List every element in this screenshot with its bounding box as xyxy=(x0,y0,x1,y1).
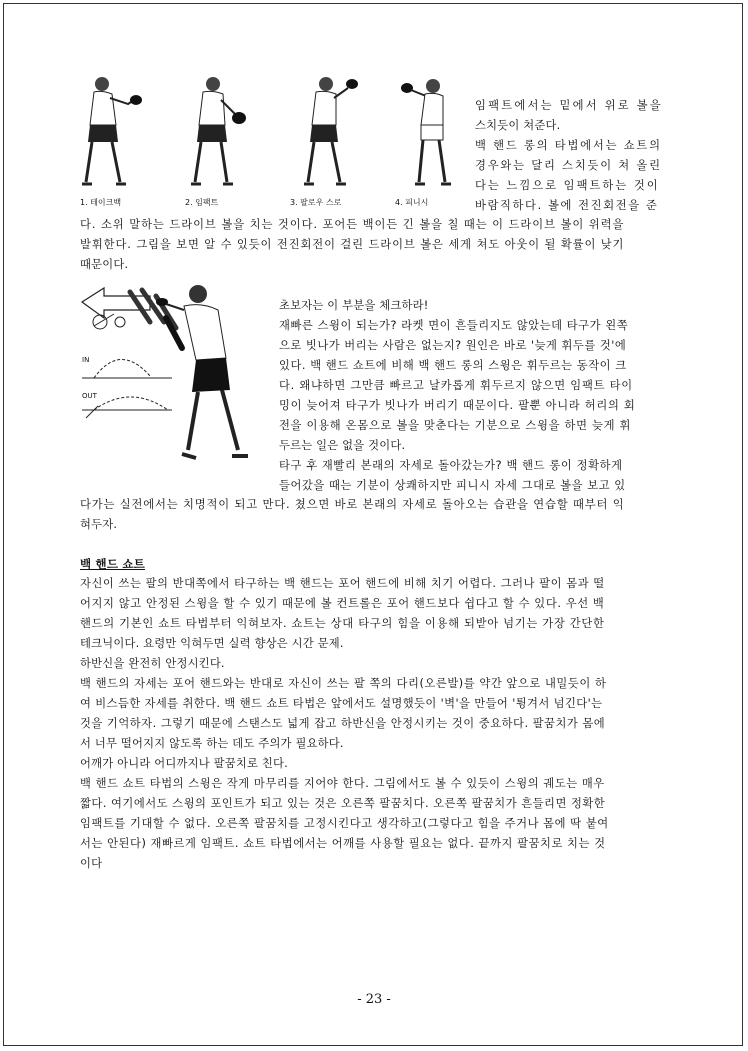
text-line: 다가는 실전에서는 치명적이 되고 만다. 쳤으면 바로 본래의 자세로 돌아오는 습관을 연습할 때부터 익 xyxy=(80,498,625,511)
figure-impact xyxy=(185,70,275,210)
player-finish-illustration xyxy=(395,70,485,195)
text-line: 발휘한다. 그림을 보면 알 수 있듯이 전진회전이 걸린 드라이브 볼은 세게 쳐도 아웃이 될 확률이 낮기 xyxy=(80,238,625,251)
text-line: 바람직하다. 볼에 전진회전을 준 xyxy=(475,199,659,212)
in-label: IN xyxy=(82,356,90,364)
text-line: 짧다. 여기에서도 스윙의 포인트가 되고 있는 것은 오른쪽 팔꿈치다. 오른쪽 팔꿈치가 흔들리면 정확한 xyxy=(80,797,606,810)
figure-caption: 3. 팔로우 스로 xyxy=(290,198,342,207)
text-line: 경우와는 달리 스치듯이 쳐 올린 xyxy=(475,159,662,172)
figure-caption: 4. 피니시 xyxy=(395,198,429,207)
figure-follow-through xyxy=(290,70,380,210)
figure-caption: 2. 임팩트 xyxy=(185,198,219,207)
text-line: 밍이 늦어져 타구가 빗나가 버리기 때문이다. 팔뿐 아니라 허리의 회 xyxy=(279,399,636,412)
out-label: OUT xyxy=(82,392,97,400)
text-line: 어지지 않고 안정된 스윙을 할 수 있기 때문에 볼 컨트롤은 포어 핸드보다 쉽다고 할 수 있다. 우선 백 xyxy=(80,597,605,610)
text-line: 여 비스듬한 자세를 취한다. 백 핸드 쇼트 타법은 앞에서도 설명했듯이 '벽'을 만들어 '튕겨서 넘긴다'는 xyxy=(80,697,603,710)
page-number: - 23 - xyxy=(357,992,391,1007)
player-impact-illustration xyxy=(185,70,275,195)
subheading-line: 어깨가 아니라 어디까지나 팔꿈치로 친다. xyxy=(80,757,288,770)
text-line: 백 핸드의 자세는 포어 핸드와는 반대로 자신이 쓰는 팔 쪽의 다리(오른발)를 약간 앞으로 내밀듯이 하 xyxy=(80,677,607,690)
backhand-long-figure-sequence xyxy=(80,70,470,210)
text-line: 서는 안된다) 재빠르게 임팩트. 쇼트 타법에서는 어깨를 사용할 필요는 없다. 끝까지 팔꿈치로 치는 것 xyxy=(80,837,606,850)
text-line: 서 너무 떨어지지 않도록 하는 데도 주의가 필요하다. xyxy=(80,737,344,750)
text-line: 다는 느낌으로 임팩트하는 것이 xyxy=(475,179,660,192)
text-line: 있다. 백 핸드 쇼트에 비해 백 핸드 롱의 스윙은 휘두르는 동작이 크 xyxy=(279,359,627,372)
text-line: 자신이 쓰는 팔의 반대쪽에서 타구하는 백 핸드는 포어 핸드에 비해 치기 어렵다. 그러나 팔이 몸과 떨 xyxy=(80,577,605,590)
text-line: 때문이다. xyxy=(80,258,129,271)
text-line: 핸드의 기본인 쇼트 타법부터 익혀보자. 쇼트는 상대 타구의 힘을 이용해 되받아 넘기는 가장 간단한 xyxy=(80,617,605,630)
text-line: 다. 왜냐하면 그만큼 빠르고 날카롭게 휘두르지 않으면 임팩트 타이 xyxy=(279,379,633,392)
text-line: 전을 이용해 온몸으로 볼을 맞춘다는 기분으로 스윙을 하면 늦게 휘 xyxy=(279,419,632,432)
text-line: 테크닉이다. 요령만 익혀두면 실력 향상은 시간 문제. xyxy=(80,637,344,650)
text-line: 으로 빗나가 버리는 사람은 없는지? 원인은 바로 '늦게 휘두를 것'에 xyxy=(279,339,627,352)
figure-finish xyxy=(395,70,485,210)
player-take-back-illustration xyxy=(80,70,170,195)
text-line: 타구 후 재빨리 본래의 자세로 돌아갔는가? 백 핸드 롱이 정확하게 xyxy=(279,459,623,472)
text-line: 두르는 일은 없을 것이다. xyxy=(279,439,406,452)
player-follow-through-illustration xyxy=(290,70,380,195)
text-line: 백 핸드 롱의 타법에서는 쇼트의 xyxy=(475,139,662,152)
text-line: 혀두자. xyxy=(80,518,118,531)
figure-take-back xyxy=(80,70,170,210)
text-line: 백 핸드 쇼트 타법의 스윙은 작게 마무리를 지어야 한다. 그림에서도 볼 수 있듯이 스윙의 궤도는 매우 xyxy=(80,777,605,790)
text-line: 임팩트를 기대할 수 없다. 오른쪽 팔꿈치를 고정시킨다고 생각하고(그렇다고 힘을 주거나 몸에 딱 붙여 xyxy=(80,817,609,830)
text-line: 다. 소위 말하는 드라이브 볼을 치는 것이다. 포어든 백이든 긴 볼을 칠 때는 이 드라이브 볼이 위력을 xyxy=(80,218,625,231)
text-line: 이다 xyxy=(80,857,103,870)
text-line: 재빠른 스윙이 되는가? 라켓 면이 흔들리지도 않았는데 타구가 왼쪽 xyxy=(279,319,629,332)
figure-caption: 1. 테이크백 xyxy=(80,198,122,207)
section-heading: 백 핸드 쇼트 xyxy=(80,557,145,571)
text-line: 임팩트에서는 밑에서 위로 볼을 xyxy=(475,99,663,112)
subheading-line: 하반신을 완전히 안정시킨다. xyxy=(80,657,225,670)
text-line: 들어갔을 때는 기분이 상쾌하지만 피니시 자세 그대로 볼을 보고 있 xyxy=(279,479,626,492)
backhand-swing-diagram xyxy=(80,282,270,477)
text-line: 것을 기억하자. 그렇기 때문에 스탠스도 넓게 잡고 하반신을 안정시키는 것이 중요하다. 팔꿈치가 몸에 xyxy=(80,717,606,730)
checklist-title: 초보자는 이 부분을 체크하라! xyxy=(279,299,429,312)
text-line: 스치듯이 쳐준다. xyxy=(475,119,561,132)
swing-trajectory-illustration xyxy=(80,282,270,477)
